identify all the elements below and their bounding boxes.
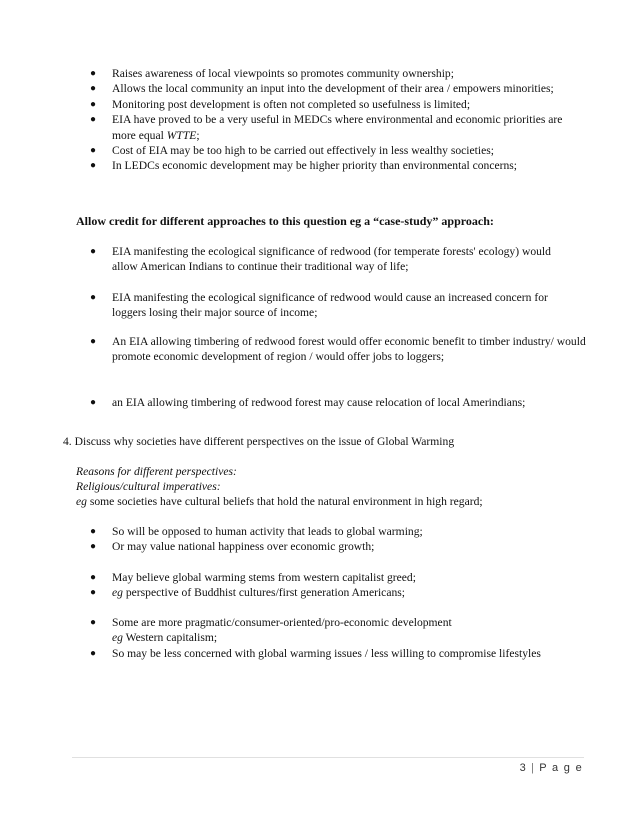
list-item: ● Monitoring post development is often not completed so usefulness is limited; (90, 97, 471, 111)
example-line: eg some societies have cultural beliefs that hold the natural environment in high regard; (76, 495, 483, 508)
bullet-icon: ● (90, 617, 97, 628)
page-footer (520, 761, 583, 776)
bullet-icon: ● (90, 114, 97, 126)
bullet-icon: ● (90, 587, 97, 599)
bullet-icon: ● (90, 98, 97, 110)
list-item: ● Cost of EIA may be too high to be carried out effectively in less wealthy societies; (90, 144, 494, 158)
redwood-list-2 (88, 290, 558, 321)
eia-points-list (88, 66, 578, 174)
list-item: ● Raises awareness of local viewpoints so promotes community ownership; (90, 67, 454, 80)
bullet-icon: ● (90, 397, 97, 408)
list-item: ● So will be opposed to human activity that leads to global warming; (90, 525, 423, 538)
bullet-icon: ● (90, 246, 97, 257)
bullet-icon: ● (90, 292, 97, 303)
gw-list-3 (88, 615, 558, 661)
list-item: ● So may be less concerned with global warming issues / less willing to compromise lifestyles (90, 646, 541, 660)
bullet-icon: ● (90, 526, 97, 537)
bullet-icon: ● (90, 145, 97, 157)
bullet-icon: ● (90, 160, 97, 172)
footer-divider (72, 757, 584, 758)
bullet-icon: ● (90, 647, 97, 659)
list-item: ● an EIA allowing timbering of redwood forest may cause relocation of local Amerindians; (90, 396, 526, 409)
list-item: ● Allows the local community an input into the development of their area / empowers minorities; (90, 82, 554, 96)
list-item: ● May believe global warming stems from western capitalist greed; (90, 571, 416, 584)
list-item: ● EIA have proved to be a very useful in MEDCs where environmental and economic priorities are more equal WTTE; (90, 113, 563, 142)
list-item: ● Some are more pragmatic/consumer-oriented/pro-economic development eg Western capitalism; (90, 616, 452, 645)
gw-list-1 (88, 524, 578, 555)
bullet-icon: ● (90, 83, 97, 95)
religious-heading: Religious/cultural imperatives: (76, 480, 221, 493)
credit-heading: Allow credit for different approaches to this question eg a “case-study” approach: (76, 214, 494, 228)
bullet-icon: ● (90, 68, 97, 79)
list-item: ● In LEDCs economic development may be higher priority than environmental concerns; (90, 159, 518, 173)
redwood-list-3 (88, 334, 588, 365)
bullet-icon: ● (90, 541, 97, 553)
bullet-icon: ● (90, 572, 97, 583)
list-item: ● An EIA allowing timbering of redwood forest would offer economic benefit to timber industry/ would promote economic development of region / would offer jobs to loggers; (90, 335, 586, 364)
redwood-list-4 (88, 395, 598, 410)
reasons-heading: Reasons for different perspectives: (76, 465, 237, 478)
list-item: ● EIA manifesting the ecological significance of redwood (for temperate forests' ecology) would allow American Indians to continue their traditional way of life; (90, 245, 551, 274)
redwood-list-1 (88, 244, 558, 275)
page-number: 3 (519, 762, 528, 774)
page-label: P a g e (539, 762, 583, 774)
bullet-icon: ● (90, 336, 97, 347)
list-item: ● EIA manifesting the ecological significance of redwood would cause an increased concern for loggers losing their major source of income; (90, 291, 548, 320)
list-item: ● Or may value national happiness over economic growth; (90, 540, 375, 554)
question-4-heading: 4. Discuss why societies have different perspectives on the issue of Global Warming (63, 435, 455, 448)
footer-separator: | (531, 762, 536, 774)
gw-list-2 (88, 570, 578, 601)
list-item: ● eg perspective of Buddhist cultures/first generation Americans; (90, 586, 405, 600)
